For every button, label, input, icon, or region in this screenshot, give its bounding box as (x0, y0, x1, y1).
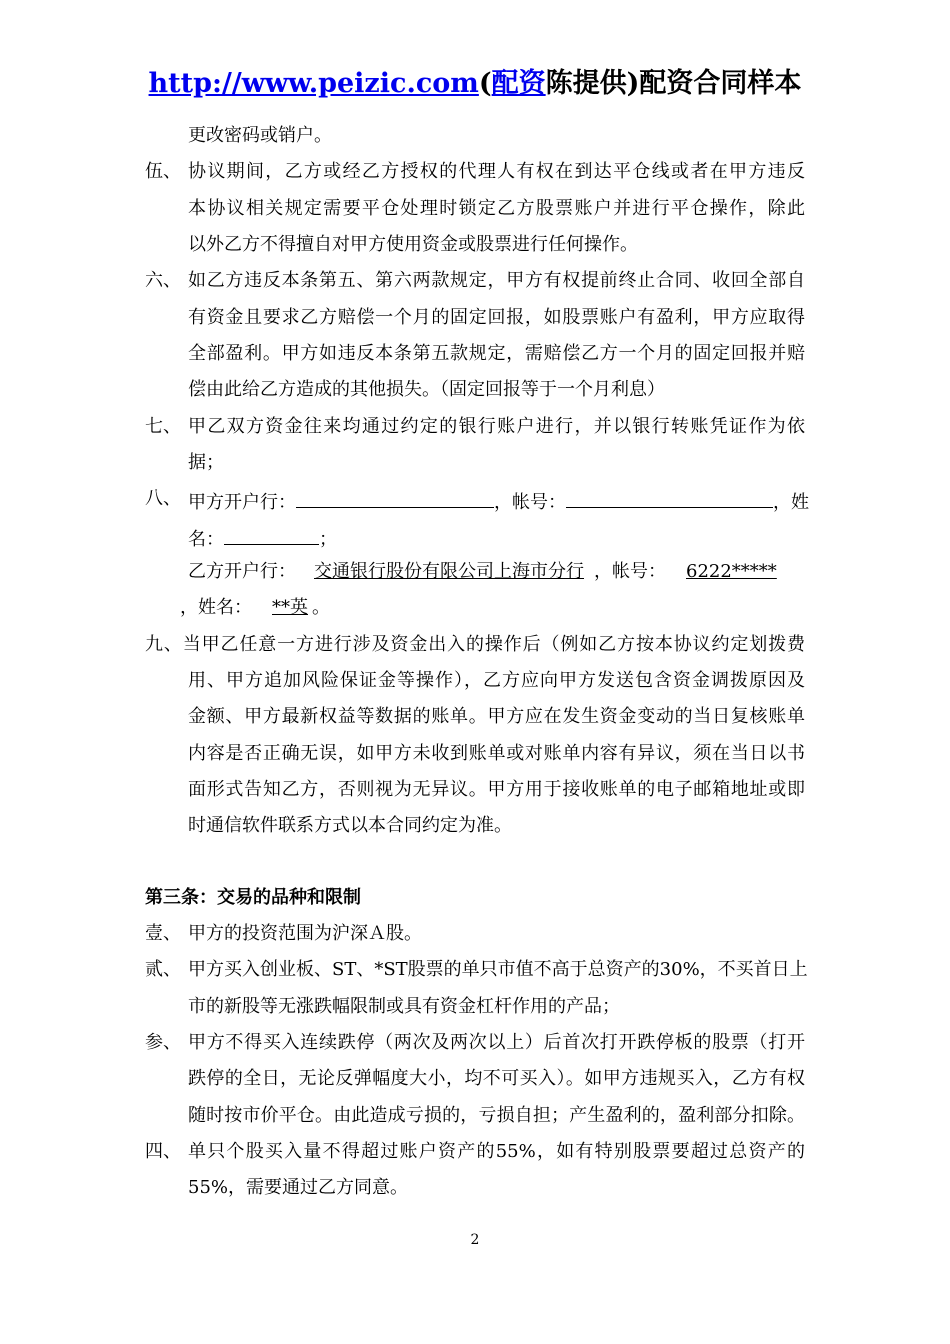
text-line: 面形式告知乙方，否则视为无异议。甲方用于接收账单的电子邮箱地址或即 (188, 779, 805, 800)
text-line: 时通信软件联系方式以本合同约定为准。 (188, 815, 512, 836)
text-line: 以外乙方不得擅自对甲方使用资金或股票进行任何操作。 (188, 234, 638, 255)
text-line: 有资金且要求乙方赔偿一个月的固定回报，如股票账户有盈利，甲方应取得 (188, 307, 805, 328)
item-label: 伍、 (145, 161, 181, 182)
account-number: 6222***** (686, 561, 777, 582)
blank-field[interactable] (224, 524, 319, 545)
item-label: 参、 (145, 1032, 181, 1053)
text-line: 甲方的投资范围为沪深Ａ股。 (188, 923, 422, 944)
text-line: 甲方不得买入连续跌停（两次及两次以上）后首次打开跌停板的股票（打开 (188, 1032, 805, 1053)
text-line: 甲方买入创业板、ST、*ST股票的单只市值不高于总资产的30%，不买首日上 (188, 959, 808, 980)
text-line: 市的新股等无涨跌幅限制或具有资金杠杆作用的产品； (188, 996, 620, 1017)
header-paren: ( (478, 68, 492, 99)
bank-name: 交通银行股份有限公司上海市分行 (314, 561, 584, 582)
item-label: 六、 (145, 270, 181, 291)
text-line: 更改密码或销户。 (188, 125, 332, 146)
text-line: 随时按市价平仓。由此造成亏损的，亏损自担；产生盈利的，盈利部分扣除。 (188, 1105, 805, 1126)
name-line-a: 名： ； (188, 524, 337, 552)
name-line-b: ，姓名： **英 。 (180, 597, 330, 618)
text-line: 如乙方违反本条第五、第六两款规定，甲方有权提前终止合同、收回全部自 (188, 270, 805, 291)
blank-field[interactable] (566, 487, 773, 508)
item-label: 四、 (145, 1141, 181, 1162)
page-header (0, 66, 950, 102)
item-label: 壹、 (145, 923, 181, 944)
text-line: 本协议相关规定需要平仓处理时锁定乙方股票账户并进行平仓操作，除此 (188, 198, 805, 219)
holder-name: **英 (272, 597, 308, 618)
text-line: 用、甲方追加风险保证金等操作），乙方应向甲方发送包含资金调拨原因及 (188, 670, 805, 691)
text-line: 内容是否正确无误，如甲方未收到账单或对账单内容有异议，须在当日以书 (188, 743, 805, 764)
text-line: 全部盈利。甲方如违反本条第五款规定，需赔偿乙方一个月的固定回报并赔 (188, 343, 805, 364)
bank-line-a: 甲方开户行： ，帐号： ，姓 (188, 487, 809, 515)
text-line: 据； (188, 452, 224, 473)
text-line: 跌停的全日，无论反弹幅度大小，均不可买入）。如甲方违规买入，乙方有权 (188, 1068, 805, 1089)
bank-line-b: 乙方开户行： 交通银行股份有限公司上海市分行 ，帐号： 6222***** (188, 561, 777, 582)
site-link[interactable]: http://www.peizic.com (148, 68, 479, 99)
blank-field[interactable] (296, 487, 494, 508)
text-line: 55%，需要通过乙方同意。 (188, 1177, 409, 1198)
header-title: 陈提供)配资合同样本 (545, 68, 802, 99)
text-line: 甲乙双方资金往来均通过约定的银行账户进行，并以银行转账凭证作为依 (188, 416, 805, 437)
item-label: 七、 (145, 416, 181, 437)
text-line: 偿由此给乙方造成的其他损失。（固定回报等于一个月利息） (188, 379, 665, 400)
page-number: 2 (470, 1232, 480, 1248)
item-label: 贰、 (145, 959, 181, 980)
text-line: 单只个股买入量不得超过账户资产的55%，如有特别股票要超过总资产的 (188, 1141, 805, 1162)
text-line: 九、当甲乙任意一方进行涉及资金出入的操作后（例如乙方按本协议约定划拨费 (145, 634, 805, 655)
header-highlight: 配资 (491, 68, 546, 99)
text-line: 协议期间，乙方或经乙方授权的代理人有权在到达平仓线或者在甲方违反 (188, 161, 805, 182)
section-heading: 第三条：交易的品种和限制 (145, 887, 361, 908)
text-line: 金额、甲方最新权益等数据的账单。甲方应在发生资金变动的当日复核账单 (188, 706, 805, 727)
item-label: 八、 (145, 488, 181, 509)
